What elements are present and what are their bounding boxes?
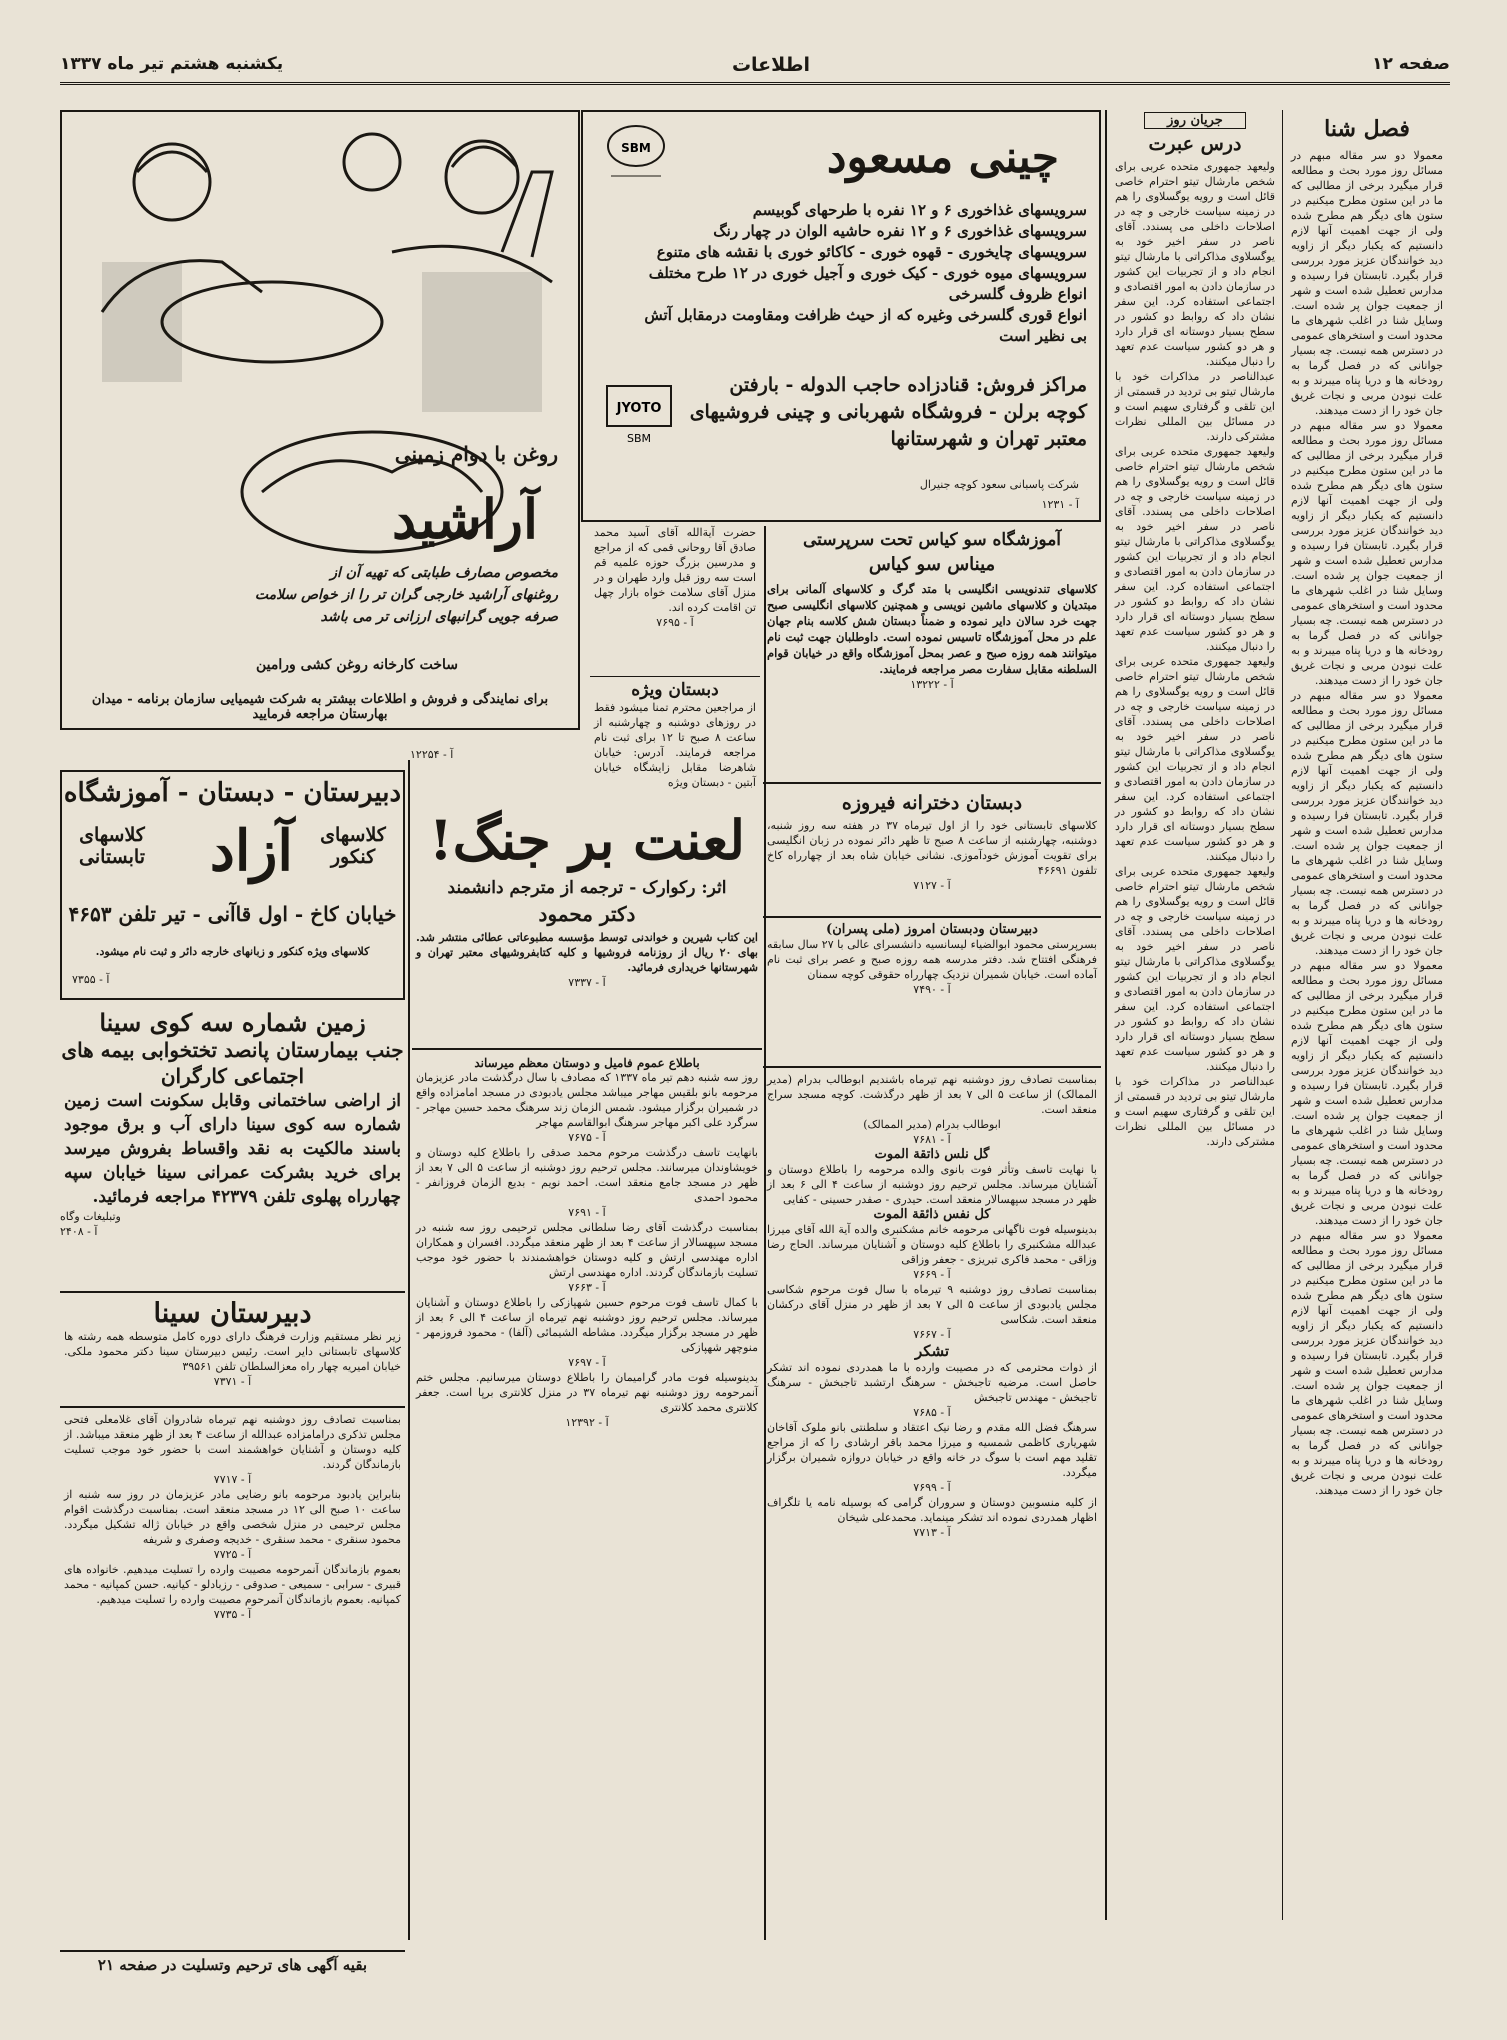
notice-code: آ - ۷۶۹۱ — [568, 1206, 606, 1219]
ad-code: آ - ۷۳۷۱ — [213, 1375, 252, 1388]
notice-code: آ - ۱۲۳۹۲ — [565, 1416, 609, 1429]
ad-side-right: کلاسهای کنکور — [320, 824, 386, 868]
notice-text: بانهایت تاسف درگذشت مرحوم محمد صدقی را باطلاع کلیه دوستان و خویشاوندان میرسانند. مجلس ترحیم روز دوشنبه از ساعت ۵ الی ۷ بعد از ظهر در مسجد جامع منعقد است. احمد نویم - بدیع الزمان فروزانفر - محمود احمدی — [416, 1146, 758, 1204]
ad-code: آ - ۲۴۰۸ — [60, 1225, 98, 1238]
notice-code: آ - ۷۶۶۳ — [568, 1281, 606, 1294]
ad-code: آ - ۷۱۲۷ — [913, 879, 951, 892]
ad-code: آ - ۱۳۲۲۲ — [910, 678, 954, 691]
ad-text: از اراضی ساختمانی وقابل سکونت است زمین شماره سه کوی سینا دارای آب و برق موجود باسند مالکیت به نقد واقساط بفروش میرسد برای خرید بشرکت عمرانی سینا خیابان سپه چهارراه پهلوی تلفن ۴۲۳۷۹ مراجعه فرمائید. — [64, 1091, 401, 1207]
notice-text: از کلیه منسوبین دوستان و سروران گرامی که بوسیله نامه یا تلگراف اظهار همدردی نموده اند تشکر مینماید. محمدعلی شیخان — [767, 1496, 1097, 1524]
ad-author: اثر: رکوارک - ترجمه از مترجم دانشمند — [447, 878, 727, 898]
notice-text: با نهایت تاسف وتأثر فوت بانوی والده مرحومه را باطلاع دوستان و آشنایان میرساند. مجلس ترحیم روز دوشنبه از ساعت ۴ الی ۶ بعد از ظهر در مسجد سپهسالار منعقد است. حیدری - صفدر حسینی - کفایی — [767, 1163, 1097, 1206]
ad-title: دبستان دخترانه فیروزه — [841, 792, 1023, 814]
chini-code: آ - ۱۲۳۱ — [1041, 498, 1079, 511]
chini-line: بی نظیر است — [999, 327, 1087, 345]
chini-line: سرویسهای میوه خوری - کیک خوری و آجیل خوری در ۱۲ طرح مختلف — [648, 264, 1087, 282]
notice-text: بمناسبت تصادف روز دوشنبه ۹ تیرماه با سال فوت مرحوم شکاسی مجلس یادبودی از ساعت ۵ الی ۷ بعد از ظهر در منزل آقای درکشان منعقد است. شکاسی — [767, 1283, 1097, 1326]
notice-code: آ - ۷۶۸۵ — [913, 1406, 951, 1419]
column-title: درس عبرت — [1148, 133, 1242, 155]
column-title: فصل شنا — [1324, 116, 1410, 142]
chini-logo-top — [601, 118, 671, 188]
notice-code: آ - ۷۶۸۱ — [913, 1133, 951, 1146]
ad-title: لعنت بر جنگ! — [429, 808, 745, 872]
oil-line: روغنهای آراشید خارجی گران تر را از خواص سلامت — [254, 587, 558, 603]
notice-text: بمناسبت تصادف روز دوشنبه نهم تیرماه شادروان آقای غلامعلی فتحی مجلس تذکری درامامزاده عبدالله از ساعت ۴ بعد از ظهر منعقد میباشد. از کلیه دوستان و آشنایان خواهشمند است با حضور خود موجب تسلیت بازماندگان گردند. — [64, 1413, 402, 1471]
chini-masoud-ad — [581, 110, 1101, 522]
column-divider — [408, 760, 410, 1940]
notice-code: آ - ۷۷۱۷ — [213, 1473, 252, 1486]
column-text: ولیعهد جمهوری متحده عربی برای شخص مارشال تیتو احترام خاصی قائل است و رویه یوگسلاوی را هم در زمینه سیاست خارجی و چه در اصلاحات داخلی می پسندد. آقای ناصر در سفر اخیر خود به یوگسلاوی مذاکراتی با مارشال تیتو انجام داد و از تجربیات این کشور در سازمان دادن به امور اقتصادی و اجتماعی استفاده کرد. این سفر نشان داد که روابط دو کشور در سطح بسیار دوستانه ای قرار دارد و هر دو کشور سیاست عدم تعهد را دنبال میکنند. — [1115, 160, 1275, 368]
ad-title: آموزشگاه سو کیاس تحت سرپرستی — [802, 530, 1062, 550]
notice-title: گل نلس ذاتقة الموت — [874, 1147, 990, 1162]
notice-text: با کمال تاسف فوت مرحوم حسین شهپازکی را باطلاع دوستان و آشنایان میرساند. مجلس ترحیم روز دوشنبه نهم تیرماه از ساعت ۴ الی ۶ بعد از ظهر در مسجد برگزار میگردد. مشاطه الشیمائی (آلفا) - محمود فروزمهر - منوچهر شهپازکی — [416, 1296, 758, 1354]
ad-code: آ - ۷۳۵۵ — [72, 973, 110, 986]
ad-text: این کتاب شیرین و خواندنی توسط مؤسسه مطبوعاتی عطائی منتشر شد. بهای ۲۰ ریال از روزنامه فروشیها و کلیه کتابفروشیهای معتبر تهران و شهرستانها خریداری فرمائید. — [416, 931, 758, 974]
notice-title: تشکر — [914, 1342, 950, 1360]
ad-side-left: کلاسهای تابستانی — [79, 824, 145, 868]
column-text-2: معمولا دو سر مقاله مبهم در مسائل روز مورد بحث و مطالعه قرار میگیرد برخی از مطالبی که ما در این ستون مطرح میکنیم در ستون های دیگر هم مطرح شده ولی از جهت اهمیت آنها لازم دانستیم که یکبار دیگر از زاویه دید خوانندگان عزیز مورد بررسی قرار بگیرد. تابستان فرا رسیده و مدارس تعطیل شده است و شهر از جمعیت جوان پر شده است. وسایل شنا در اغلب شهرهای ما محدود است و استخرهای عمومی در دسترس همه نیست. چه بسیار جوانانی که در فصل گرما به رودخانه ها و دریا پناه میبرند و به علت نبودن مربی و نجات غریق جان خود را از دست میدهند. — [1291, 419, 1443, 687]
notice-text: بنابراین یادبود مرحومه بانو رضایی مادر عزیزمان در روز سه شنبه از ساعت ۱۰ صبح الی ۱۲ در مسجد منعقد است. بمناسبت درگذشت اقوام مجلس ترحیمی در منزل شخصی واقع در خیابان ژاله تشکیل میگردد. محمود سنقری - محمد سنقری - خدیجه وصفری و شریفه — [64, 1488, 402, 1546]
column-text-4: ولیعهد جمهوری متحده عربی برای شخص مارشال تیتو احترام خاصی قائل است و رویه یوگسلاوی را هم در زمینه سیاست خارجی و چه در اصلاحات داخلی می پسندد. آقای ناصر در سفر اخیر خود به یوگسلاوی مذاکراتی با مارشال تیتو انجام داد و از تجربیات این کشور در سازمان دادن به امور اقتصادی و اجتماعی استفاده کرد. این سفر نشان داد که روابط دو کشور در سطح بسیار دوستانه ای قرار دارد و هر دو کشور سیاست عدم تعهد را دنبال میکنند. — [1115, 655, 1275, 863]
chini-product-list — [617, 200, 1087, 347]
svg-text:SBM: SBM — [626, 432, 652, 445]
asid-notice — [590, 525, 760, 675]
notice-code: آ - ۷۶۶۷ — [913, 1328, 951, 1341]
chini-line: انواع ظروف گلسرخی — [948, 285, 1087, 303]
oil-title: آراشید — [392, 487, 538, 551]
chini-sales-line: کوچه برلن - فروشگاه شهربانی و چینی فروشیهای — [689, 401, 1087, 423]
column-text: معمولا دو سر مقاله مبهم در مسائل روز مورد بحث و مطالعه قرار میگیرد برخی از مطالبی که ما در این ستون مطرح میکنیم در ستون های دیگر هم مطرح شده ولی از جهت اهمیت آنها لازم دانستیم که یکبار دیگر از زاویه دید خوانندگان عزیز مورد بررسی قرار بگیرد. تابستان فرا رسیده و مدارس تعطیل شده است و شهر از جمعیت جوان پر شده است. وسایل شنا در اغلب شهرهای ما محدود است و استخرهای عمومی در دسترس همه نیست. چه بسیار جوانانی که در فصل گرما به رودخانه ها و دریا پناه میبرند و به علت نبودن مربی و نجات غریق جان خود را از دست میدهند. — [1291, 149, 1443, 417]
column-divider — [1282, 110, 1283, 1920]
notice-code: آ - ۷۷۲۵ — [213, 1548, 252, 1561]
column-text-4: معمولا دو سر مقاله مبهم در مسائل روز مورد بحث و مطالعه قرار میگیرد برخی از مطالبی که ما در این ستون مطرح میکنیم در ستون های دیگر هم مطرح شده ولی از جهت اهمیت آنها لازم دانستیم که یکبار دیگر از زاویه دید خوانندگان عزیز مورد بررسی قرار بگیرد. تابستان فرا رسیده و مدارس تعطیل شده است و شهر از جمعیت جوان پر شده است. وسایل شنا در اغلب شهرهای ما محدود است و استخرهای عمومی در دسترس همه نیست. چه بسیار جوانانی که در فصل گرما به رودخانه ها و دریا پناه میبرند و به علت نبودن مربی و نجات غریق جان خود را از دست میدهند. — [1291, 959, 1443, 1227]
ad-code: آ - ۷۴۹۰ — [913, 983, 951, 996]
obituary-column-right — [763, 1072, 1101, 1932]
ad-text: بسرپرستی محمود ابوالضیاء لیسانسیه دانشسرای عالی با ۲۷ سال سابقه فرهنگی افتتاح شد. دفتر مدرسه همه روزه صبح و عصر برای ثبت نام آماده است. خیابان شمیران نزدیک چهارراه حقوقی کوچه سمنان — [767, 938, 1097, 981]
ad-sign: وتبلیغات وگاه — [60, 1210, 121, 1223]
chini-sales-points — [687, 372, 1087, 453]
ad-subtitle: جنب بیمارستان پانصد تختخوابی بیمه های اجتماعی کارگران — [61, 1038, 404, 1088]
oil-footer: برای نمایندگی و فروش و اطلاعات بیشتر به شرکت شیمیایی سازمان برنامه - میدان بهارستان مراجعه فرمایید — [91, 692, 549, 722]
ad-text: زیر نظر مستقیم وزارت فرهنگ دارای دوره کامل متوسطه همه رشته ها کلاسهای تابستانی دایر است. رئیس دبیرستان سینا دکتر محمود ملکی. خیابان امیریه چهار راه معزالسلطان تلفن ۳۹۵۶۱ — [64, 1330, 401, 1373]
arashid-oil-ad — [60, 110, 580, 730]
notice-text: بدینوسیله فوت ناگهانی مرحومه خانم مشکنبری والده آیة الله آقای میرزا عبدالله مشکنبری را باطلاع کلیه دوستان و آشنایان میرساند. الحاج رضا وزاقی - محمد فاکری تبریزی - جعفر وزاقی — [767, 1223, 1097, 1266]
jyoto-china-logo — [603, 380, 675, 460]
sokias-school-ad — [763, 526, 1101, 784]
notice-title: باطلاع عموم فامیل و دوستان معظم میرساند — [474, 1056, 700, 1070]
svg-text:SBM: SBM — [621, 141, 651, 155]
sina-school-ad — [60, 1298, 405, 1408]
column-divider — [1105, 110, 1107, 1920]
column-dars-ebrat — [1111, 110, 1279, 1920]
chini-sales-line: مراکز فروش: قنادزاده حاجب الدوله - بارفتن — [729, 374, 1087, 396]
chini-line: سرویسهای غذاخوری ۶ و ۱۲ نفره با طرحهای گوبیسم — [752, 201, 1087, 219]
notice-code: آ - ۷۶۹۹ — [913, 1481, 951, 1494]
notice-text: بعموم بازماندگان آنمرحومه مصیبت وارده را تسلیت میدهیم. خانواده های قبیری - سرابی - سمیعی - صدوقی - رزبادلو - کیانیه. حسن کمپانیه - محمد کمپانیه. بعموم بازماندگان آنمرحوم مصیبت وارده را تسلیت میدهیم. — [64, 1563, 401, 1606]
notice-text: بمناسبت درگذشت آقای رضا سلطانی مجلس ترحیمی روز سه شنبه در مسجد سپهسالار از ساعت ۴ بعد از ظهر منعقد میگردد. افسران و همکاران اداره مهندسی ارتش و کلیه دوستان خواهشمندند با حضور خود موجب تسلیت بازماندگان گردند. اداره مهندسی ارتش — [416, 1221, 758, 1279]
column-divider — [764, 526, 766, 1940]
notice-code: آ - ۷۶۹۵ — [656, 616, 694, 629]
chini-line: سرویسهای چایخوری - قهوه خوری - کاکائو خوری با نقشه های متنوع — [656, 243, 1087, 261]
page-number: صفحه ۱۲ — [1372, 54, 1450, 74]
emruz-school-ad — [763, 922, 1101, 1068]
chini-line: انواع قوری گلسرخی وغیره که از حیث ظرافت ومقاومت درمقابل آتش — [644, 306, 1087, 324]
chini-line: سرویسهای غذاخوری ۶ و ۱۲ نفره حاشیه الوان در چهار رنگ — [713, 222, 1087, 240]
notice-code: آ - ۷۶۷۵ — [568, 1131, 606, 1144]
oil-description — [98, 562, 558, 628]
divider — [590, 676, 760, 677]
ad-translator: دکتر محمود — [538, 902, 636, 926]
oil-maker: ساخت کارخانه روغن کشی ورامین — [255, 657, 458, 673]
ad-text: از مراجعین محترم تمنا میشود فقط در روزهای دوشنبه و چهارشنبه از ساعت ۸ صبح تا ۱۲ برای ثبت نام مراجعه فرمایند. آدرس: خیابان شاهرضا مقابل زایشگاه خیابان آبتین - دبستان ویژه — [594, 701, 756, 789]
notice-code: آ - ۷۷۳۵ — [213, 1608, 252, 1621]
notice-title: کل نفس ذائقة الموت — [873, 1207, 991, 1222]
firuzeh-school-ad — [763, 788, 1101, 918]
ad-title: دبستان ویژه — [631, 680, 719, 700]
ad-title: دبیرستان سینا — [153, 1298, 312, 1329]
continued-notice: بقیه آگهی های ترحیم وتسلیت در صفحه ۲۱ — [60, 1950, 405, 1974]
ad-note: کلاسهای ویژه کنکور و زبانهای خارجه دائر و ثبت نام میشود. — [95, 945, 370, 958]
svg-text:JYOTO: JYOTO — [616, 401, 662, 416]
azad-school-ad — [60, 770, 405, 1000]
column-header-box: جریان روز — [1144, 112, 1246, 129]
chini-title: چینی مسعود — [826, 132, 1059, 183]
ad-title: زمین شماره سه کوی سینا — [99, 1008, 366, 1037]
oil-line: مخصوص مصارف طبابتی که تهیه آن از — [330, 565, 558, 581]
notice-text: از ذوات محترمی که در مصیبت وارده با ما همدردی نموده اند تشکر حاصل است. مرضیه تاجبخش - سرهنگ ارتشبد تاجبخش - سرهنگ تاجبخش - مهندس تاجبخش — [767, 1361, 1097, 1404]
ad-name: آزاد — [209, 818, 293, 884]
lanat-book-ad — [412, 800, 762, 1050]
notice-sign: ابوطالب بدرام (مدیر الممالک) — [863, 1118, 1001, 1131]
chini-footer: شرکت پاسبانی سعود کوچه جنیرال — [919, 478, 1079, 491]
notice-code: آ - ۷۶۹۷ — [568, 1356, 606, 1369]
column-text-3: معمولا دو سر مقاله مبهم در مسائل روز مورد بحث و مطالعه قرار میگیرد برخی از مطالبی که ما در این ستون مطرح میکنیم در ستون های دیگر هم مطرح شده ولی از جهت اهمیت آنها لازم دانستیم که یکبار دیگر از زاویه دید خوانندگان عزیز مورد بررسی قرار بگیرد. تابستان فرا رسیده و مدارس تعطیل شده است و شهر از جمعیت جوان پر شده است. وسایل شنا در اغلب شهرهای ما محدود است و استخرهای عمومی در دسترس همه نیست. چه بسیار جوانانی که در فصل گرما به رودخانه ها و دریا پناه میبرند و به علت نبودن مربی و نجات غریق جان خود را از دست میدهند. — [1291, 689, 1443, 957]
ad-address: خیابان کاخ - اول قاآنی - تیر تلفن ۴۶۵۳ — [68, 902, 397, 926]
oil-subtitle: روغن با دوام زمینی — [394, 442, 558, 466]
ad-text: کلاسهای تندنویسی انگلیسی با متد گرگ و کلاسهای آلمانی برای مبتدیان و کلاسهای ماشین نویسی و همچنین کلاسهای انگلیسی صبح جهت خرد سالان دایر نموده و ضمناً دبستان شش کلاسه بنام جهان علم در محل آموزشگاه تاسیس نموده است. داوطلبان جهت ثبت نام میتوانند همه روزه صبح و عصر بمحل آموزشگاه واقع در خیابان قوام السلطنه مقابل سفارت مصر مراجعه فرمایند. — [767, 582, 1097, 676]
notice-code: آ - ۷۷۱۳ — [913, 1526, 951, 1539]
notice-text: سرهنگ فضل الله مقدم و رضا نیک اعتقاد و سلطنتی بانو ملوک آقاخان شهریاری کاظمی شمسیه و میرزا محمد باقر ارشادی را که از مراجع تقلید مهم است با سوگ در خانه واقع در خیابان دروازه شمیران برگزار میگردد. — [767, 1421, 1097, 1479]
notice-text: بمناسبت تصادف روز دوشنبه نهم تیرماه باشندیم ابوطالب بدرام (مدیر الممالک) از ساعت ۵ الی ۷ بعد از ظهر درگذشت. کوچه مسجد سراج منعقد است. — [767, 1073, 1097, 1116]
column-text-6: عبدالناصر در مذاکرات خود با مارشال تیتو بی تردید در قسمتی از این تلقی و گرفتاری سهیم است و در مسائل بین المللی نظرات مشترکی دارند. — [1115, 1075, 1275, 1148]
issue-date: یکشنبه هشتم تیر ماه ۱۳۳۷ — [60, 54, 284, 74]
ad-code: آ - ۷۳۳۷ — [568, 976, 606, 989]
ad-title: دبیرستان ودبستان امروز (ملی پسران) — [826, 922, 1038, 937]
obituary-column-left — [60, 1412, 405, 1942]
column-text-2: عبدالناصر در مذاکرات خود با مارشال تیتو بی تردید در قسمتی از این تلقی و گرفتاری سهیم است و در مسائل بین المللی نظرات مشترکی دارند. — [1115, 370, 1275, 443]
page-header — [60, 48, 1450, 85]
notice-text: روز سه شنبه دهم تیر ماه ۱۳۳۷ که مصادف با سال درگذشت مادر عزیزمان مرحومه بانو بلقیس مهاجر میباشد مجلس یادبودی در مسجد امامزاده واقع در شمیران برگزار میشود. شمس الزمان زند سرهنگ محمد حسین مهاجر - سرگرد علی اکبر مهاجر سرهنگ ابوالقاسم مهاجر — [416, 1071, 759, 1129]
ad-heading: دبیرستان - دبستان - آموزشگاه — [63, 778, 402, 808]
ad-subtitle: میناس سو کیاس — [868, 554, 996, 575]
column-text-5: ولیعهد جمهوری متحده عربی برای شخص مارشال تیتو احترام خاصی قائل است و رویه یوگسلاوی را هم در زمینه سیاست خارجی و چه در اصلاحات داخلی می پسندد. آقای ناصر در سفر اخیر خود به یوگسلاوی مذاکراتی با مارشال تیتو انجام داد و از تجربیات این کشور در سازمان دادن به امور اقتصادی و اجتماعی استفاده کرد. این سفر نشان داد که روابط دو کشور در سطح بسیار دوستانه ای قرار دارد و هر دو کشور سیاست عدم تعهد را دنبال میکنند. — [1115, 865, 1275, 1073]
paper-name: اطلاعات — [731, 54, 810, 76]
ad-text: کلاسهای تابستانی خود را از اول تیرماه ۳۷ در هفته سه روز شنبه، دوشنبه، چهارشنبه از ساعت ۸ صبح تا ظهر دائر نموده در زبان انگلیسی برای تقویت آموزش خودآموزی. نشانی خیابان شاه بعد از چهارراه کاخ تلفون ۴۶۶۹۱ — [767, 819, 1097, 877]
notice-text: حضرت آیةالله آقای آسید محمد صادق آقا روحانی قمی که از مراجع و مدرسین بزرگ حوزه علمیه قم است سه روز قبل وارد طهران و در منزل آقای سلامت خواه بازار چهل تن اقامت کرده اند. — [594, 526, 756, 614]
column-text-3: ولیعهد جمهوری متحده عربی برای شخص مارشال تیتو احترام خاصی قائل است و رویه یوگسلاوی را هم در زمینه سیاست خارجی و چه در اصلاحات داخلی می پسندد. آقای ناصر در سفر اخیر خود به یوگسلاوی مذاکراتی با مارشال تیتو انجام داد و از تجربیات این کشور در سازمان دادن به امور اقتصادی و اجتماعی استفاده کرد. این سفر نشان داد که روابط دو کشور در سطح بسیار دوستانه ای قرار دارد و هر دو کشور سیاست عدم تعهد را دنبال میکنند. — [1115, 445, 1275, 653]
vijeh-code: آ - ۱۲۲۵۴ — [410, 748, 454, 761]
column-text-5: معمولا دو سر مقاله مبهم در مسائل روز مورد بحث و مطالعه قرار میگیرد برخی از مطالبی که ما در این ستون مطرح میکنیم در ستون های دیگر هم مطرح شده ولی از جهت اهمیت آنها لازم دانستیم که یکبار دیگر از زاویه دید خوانندگان عزیز مورد بررسی قرار بگیرد. تابستان فرا رسیده و مدارس تعطیل شده است و شهر از جمعیت جوان پر شده است. وسایل شنا در اغلب شهرهای ما محدود است و استخرهای عمومی در دسترس همه نیست. چه بسیار جوانانی که در فصل گرما به رودخانه ها و دریا پناه میبرند و به علت نبودن مربی و نجات غریق جان خود را از دست میدهند. — [1291, 1229, 1443, 1497]
vijeh-school-ad — [590, 680, 760, 798]
column-fasl-shena — [1287, 110, 1447, 1920]
notice-text: بدینوسیله فوت مادر گرامیمان را باطلاع دوستان میرسانیم. مجلس ختم آنمرحومه روز دوشنبه نهم تیرماه ۳۷ در منزل کلانتری برپا است. جعفر کلانتری محمد کلانتری — [416, 1371, 758, 1414]
notice-code: آ - ۷۶۶۹ — [913, 1268, 951, 1281]
obituary-column-middle — [412, 1056, 762, 1956]
land-sale-ad — [60, 1008, 405, 1293]
chini-sales-line: معتبر تهران و شهرستانها — [890, 428, 1087, 450]
oil-line: صرفه جویی گرانبهای ارزانی تر می باشد — [320, 609, 558, 625]
